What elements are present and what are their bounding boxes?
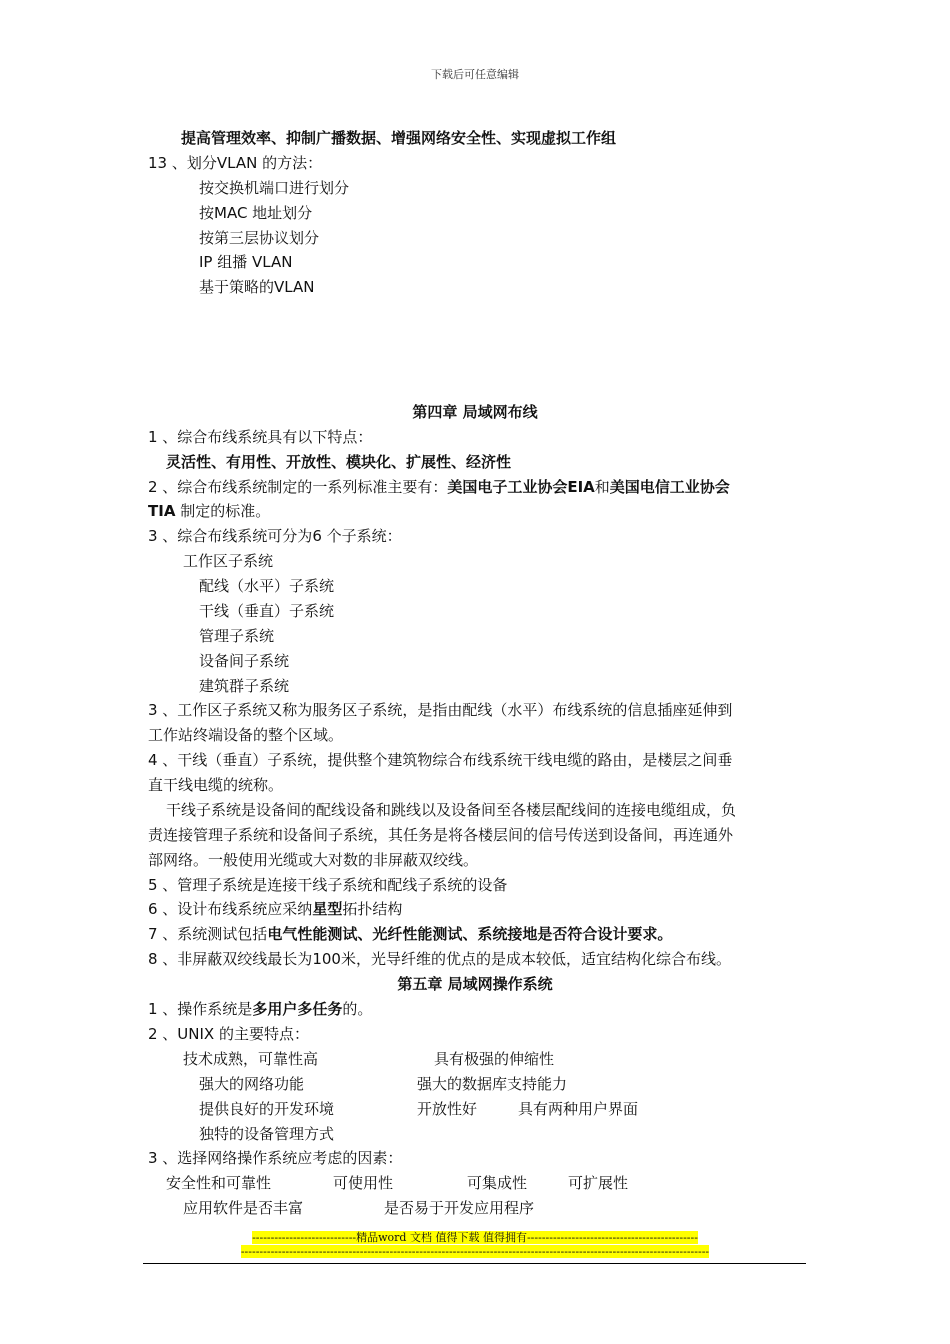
c4-item-1: 1 、综合布线系统具有以下特点： [148, 428, 373, 446]
item-13: 13 、划分VLAN 的方法： [148, 154, 323, 172]
c4-item-4-cont: 直干线电缆的统称。 [148, 776, 284, 794]
chapter-4-title: 第四章 局域网布线 [412, 403, 538, 421]
c5-item-2: 2 、UNIX 的主要特点： [148, 1025, 309, 1043]
nos-factor-2: 可使用性 [333, 1174, 394, 1192]
c4-item-2-cont: TIA 制定的标准。 [148, 502, 271, 520]
unix-feature-4: 强大的数据库支持能力 [417, 1075, 568, 1093]
c4-item-4-para-3: 部网络。一般使用光缆或大对数的非屏蔽双绞线。 [148, 851, 479, 869]
c4-item-1-features: 灵活性、有用性、开放性、模块化、扩展性、经济性 [166, 453, 512, 471]
c4-item-5: 5 、管理子系统是连接干线子系统和配线子系统的设备 [148, 876, 508, 894]
c4-item-3b-cont: 工作站终端设备的整个区域。 [148, 726, 344, 744]
vlan-method-2: 按MAC 地址划分 [199, 204, 313, 222]
unix-feature-1: 技术成熟，可靠性高 [183, 1050, 319, 1068]
vlan-benefits: 提高管理效率、抑制广播数据、增强网络安全性、实现虚拟工作组 [181, 129, 617, 147]
footer-banner-1: ----------------------------精品word 文档 值得下载 值得拥有---------------------------------------------- [252, 1231, 698, 1244]
c4-item-4-para-1: 干线子系统是设备间的配线设备和跳线以及设备间至各楼层配线间的连接电缆组成，负 [166, 801, 737, 819]
footer-banner-2: ------------------------------------------------------------------------------------------------------------------------------ [240, 1245, 710, 1258]
vlan-method-1: 按交换机端口进行划分 [199, 179, 350, 197]
footer-rule [143, 1263, 806, 1264]
nos-factor-1: 安全性和可靠性 [166, 1174, 272, 1192]
c4-item-8: 8 、非屏蔽双绞线最长为100米，光导纤维的优点的是成本较低，适宜结构化综合布线。 [148, 950, 731, 968]
c4-item-3: 3 、综合布线系统可分为6 个子系统： [148, 527, 402, 545]
c4-item-4: 4 、干线（垂直）子系统，提供整个建筑物综合布线系统干线电缆的路由，是楼层之间垂 [148, 751, 733, 769]
unix-feature-8: 独特的设备管理方式 [199, 1125, 335, 1143]
c5-item-3: 3 、选择网络操作系统应考虑的因素： [148, 1149, 403, 1167]
subsystem-4: 管理子系统 [199, 627, 275, 645]
vlan-method-3: 按第三层协议划分 [199, 229, 320, 247]
page-header: 下载后可任意编辑 [431, 68, 519, 81]
unix-feature-7: 具有两种用户界面 [518, 1100, 639, 1118]
chapter-5-title: 第五章 局域网操作系统 [397, 975, 553, 993]
nos-factor-3: 可集成性 [467, 1174, 528, 1192]
nos-factor-5: 应用软件是否丰富 [183, 1199, 304, 1217]
c4-item-3b: 3 、工作区子系统又称为服务区子系统，是指由配线（水平）布线系统的信息插座延伸到 [148, 701, 733, 719]
unix-feature-2: 具有极强的伸缩性 [434, 1050, 555, 1068]
unix-feature-6: 开放性好 [417, 1100, 478, 1118]
c4-item-6: 6 、设计布线系统应采纳星型拓扑结构 [148, 900, 403, 918]
vlan-method-4: IP 组播 VLAN [199, 253, 293, 271]
unix-feature-3: 强大的网络功能 [199, 1075, 305, 1093]
unix-feature-5: 提供良好的开发环境 [199, 1100, 335, 1118]
c4-item-7: 7 、系统测试包括电气性能测试、光纤性能测试、系统接地是否符合设计要求。 [148, 925, 673, 943]
subsystem-1: 工作区子系统 [183, 552, 274, 570]
nos-factor-4: 可扩展性 [568, 1174, 629, 1192]
nos-factor-6: 是否易于开发应用程序 [384, 1199, 535, 1217]
subsystem-5: 设备间子系统 [199, 652, 290, 670]
c4-item-4-para-2: 责连接管理子系统和设备间子系统，其任务是将各楼层间的信号传送到设备间，再连通外 [148, 826, 734, 844]
c5-item-1: 1 、操作系统是多用户多任务的。 [148, 1000, 373, 1018]
vlan-method-5: 基于策略的VLAN [199, 278, 315, 296]
c4-item-2: 2 、综合布线系统制定的一系列标准主要有：美国电子工业协会EIA和美国电信工业协会 [148, 478, 730, 496]
subsystem-6: 建筑群子系统 [199, 677, 290, 695]
subsystem-3: 干线（垂直）子系统 [199, 602, 335, 620]
subsystem-2: 配线（水平）子系统 [199, 577, 335, 595]
